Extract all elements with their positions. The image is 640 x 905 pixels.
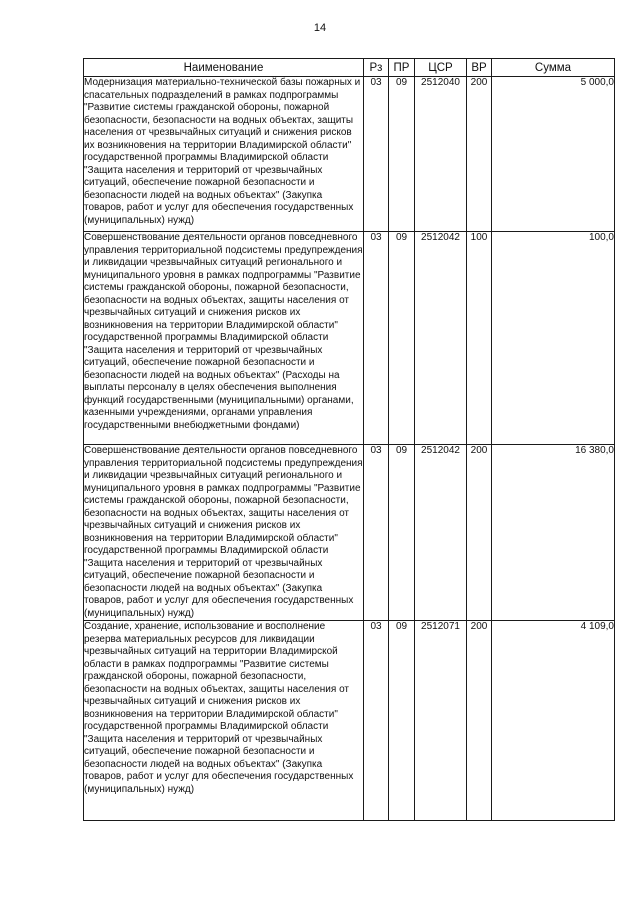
row-sum: 5 000,0 <box>492 77 615 232</box>
row-pr: 09 <box>389 232 415 445</box>
table-header-row <box>84 59 615 77</box>
header-name: Наименование <box>84 59 364 77</box>
row-vr: 200 <box>467 77 492 232</box>
row-sum: 16 380,0 <box>492 445 615 621</box>
header-rz: Рз <box>364 59 389 77</box>
row-vr: 200 <box>467 445 492 621</box>
row-pr: 09 <box>389 621 415 821</box>
row-rz: 03 <box>364 232 389 445</box>
row-pr: 09 <box>389 77 415 232</box>
row-vr: 100 <box>467 232 492 445</box>
budget-table <box>83 58 615 821</box>
row-name: Совершенствование деятельности органов повседневного управления территориальной подсистемы предупреждения и ликвидации чрезвычайных ситуаций регионального и муниципального уровня в рамках подпрограммы "Развитие системы гражданской обороны, пожарной безопасности, безопасности на водных объектах, защиты населения от чрезвычайных ситуаций и снижения рисков их возникновения на территории Владимирской области" государственной программы Владимирской области "Защита населения и территорий от чрезвычайных ситуаций, обеспечение пожарной безопасности и безопасности людей на водных объектах" (Расходы на выплаты персоналу в целях обеспечения выполнения функций государственными (муниципальными) органами, казенными учреждениями, органами управления государственными внебюджетными фондами) <box>84 232 364 445</box>
header-pr: ПР <box>389 59 415 77</box>
row-rz: 03 <box>364 77 389 232</box>
row-name: Совершенствование деятельности органов повседневного управления территориальной подсистемы предупреждения и ликвидации чрезвычайных ситуаций регионального и муниципального уровня в рамках подпрограммы "Развитие системы гражданской обороны, пожарной безопасности, безопасности на водных объектах, защиты населения от чрезвычайных ситуаций и снижения рисков их возникновения на территории Владимирской области" государственной программы Владимирской области "Защита населения и территорий от чрезвычайных ситуаций, обеспечение пожарной безопасности и безопасности людей на водных объектах" (Закупка товаров, работ и услуг для обеспечения государственных (муниципальных) нужд) <box>84 445 363 619</box>
row-rz: 03 <box>364 445 389 621</box>
row-csr: 2512042 <box>415 445 467 621</box>
table-row <box>84 77 615 232</box>
row-csr: 2512071 <box>415 621 467 821</box>
table-row <box>84 621 615 821</box>
page-number: 14 <box>313 22 327 34</box>
header-csr: ЦСР <box>415 59 467 77</box>
table-row <box>84 232 615 445</box>
row-csr: 2512042 <box>415 232 467 445</box>
header-vr: ВР <box>467 59 492 77</box>
row-csr: 2512040 <box>415 77 467 232</box>
table-row <box>84 445 615 621</box>
row-vr: 200 <box>467 621 492 821</box>
row-pr: 09 <box>389 445 415 621</box>
row-sum: 100,0 <box>492 232 615 445</box>
header-sum: Сумма <box>492 59 615 77</box>
row-sum: 4 109,0 <box>492 621 615 821</box>
row-name: Модернизация материально-технической базы пожарных и спасательных подразделений в рамках подпрограммы "Развитие системы гражданской обороны, пожарной безопасности, безопасности на водных объектах, защиты населения от чрезвычайных ситуаций и снижения рисков их возникновения на территории Владимирской области" государственной программы Владимирской области "Защита населения и территорий от чрезвычайных ситуаций, обеспечение пожарной безопасности и безопасности людей на водных объектах" (Закупка товаров, работ и услуг для обеспечения государственных (муниципальных) нужд) <box>84 77 364 232</box>
row-name: Создание, хранение, использование и восполнение резерва материальных ресурсов для ликвидации чрезвычайных ситуаций на территории Владимирской области в рамках подпрограммы "Развитие системы гражданской обороны, пожарной безопасности, безопасности на водных объектах, защиты населения от чрезвычайных ситуаций и снижения рисков их возникновения на территории Владимирской области" государственной программы Владимирской области "Защита населения и территорий от чрезвычайных ситуаций, обеспечение пожарной безопасности и безопасности людей на водных объектах" (Закупка товаров, работ и услуг для обеспечения государственных (муниципальных) нужд) <box>84 621 364 821</box>
row-rz: 03 <box>364 621 389 821</box>
